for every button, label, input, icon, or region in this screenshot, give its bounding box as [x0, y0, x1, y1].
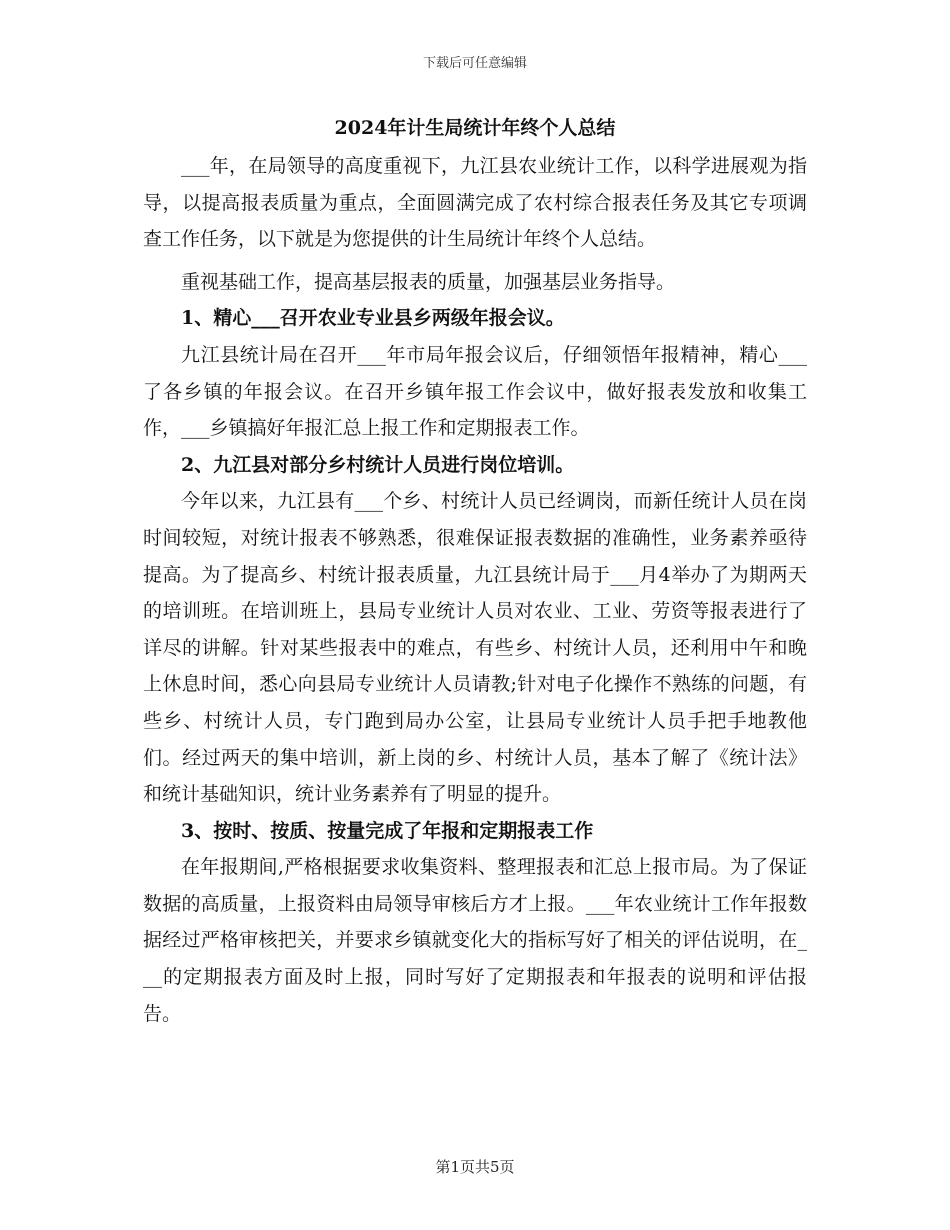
section-heading-1: 1、精心___召开农业专业县乡两级年报会议。 — [181, 307, 565, 330]
document-title: 2024年计生局统计年终个人总结 — [334, 117, 616, 139]
section-3-paragraph: 在年报期间,严格根据要求收集资料、整理报表和汇总上报市局。为了保证数据的高质量，上报资料由局领导审核后方才上报。___年农业统计工作年报数据经过严格审核把关，并要求乡镇就变化大的指标写好了相关的评估说明，在___的定期报表方面及时上报，同时写好了定期报表和年报表的说明和评估报告。 — [143, 856, 807, 1025]
intro-paragraph: ___年，在局领导的高度重视下，九江县农业统计工作，以科学进展观为指导，以提高报表质量为重点，全面圆满完成了农村综合报表任务及其它专项调查工作任务，以下就是为您提供的计生局统计年终个人总结。 — [143, 155, 807, 251]
section-1-paragraph: 九江县统计局在召开___年市局年报会议后，仔细领悟年报精神，精心___了各乡镇的年报会议。在召开乡镇年报工作会议中，做好报表发放和收集工作，___乡镇搞好年报汇总上报工作和定期报表工作。 — [143, 343, 807, 440]
section-heading-3: 3、按时、按质、按量完成了年报和定期报表工作 — [181, 819, 594, 842]
section-2-paragraph: 今年以来，九江县有___个乡、村统计人员已经调岗，而新任统计人员在岗时间较短，对统计报表不够熟悉，很难保证报表数据的准确性，业务素养亟待提高。为了提高乡、村统计报表质量，九江县统计局于___月4举办了为期两天的培训班。在培训班上，县局专业统计人员对农业、工业、劳资等报表进行了详尽的讲解。针对某些报表中的难点，有些乡、村统计人员，还利用中午和晚上休息时间，悉心向县局专业统计人员请教;针对电子化操作不熟练的问题，有些乡、村统计人员，专门跑到局办公室，让县局专业统计人员手把手地教他们。经过两天的集中培训，新上岗的乡、村统计人员，基本了解了《统计法》和统计基础知识，统计业务素养有了明显的提升。 — [143, 490, 807, 806]
document-body — [143, 108, 807, 1032]
download-note: 下载后可任意编辑 — [422, 56, 527, 71]
section-heading-2: 2、九江县对部分乡村统计人员进行岗位培训。 — [181, 453, 575, 476]
summary-paragraph: 重视基础工作，提高基层报表的质量，加强基层业务指导。 — [181, 270, 676, 293]
page-footer: 第1页共5页 — [435, 1158, 515, 1176]
